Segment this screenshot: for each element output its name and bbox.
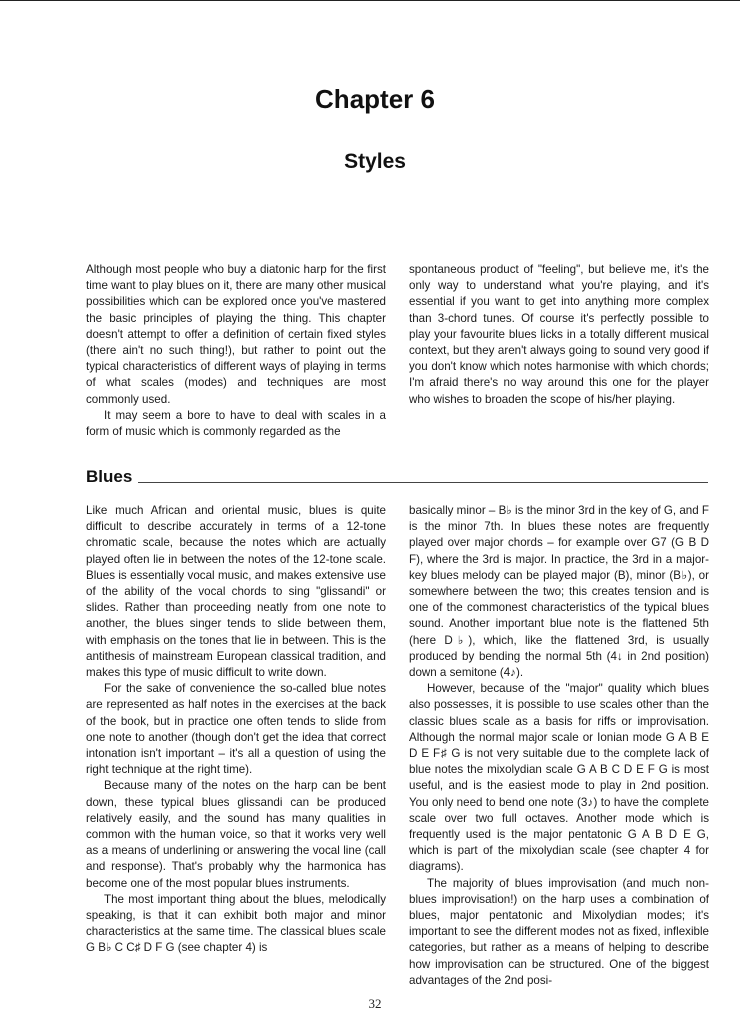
heading-rule [138, 482, 708, 483]
blues-paragraph: For the sake of convenience the so-called blue notes are represented as half notes in the exercises at the back of the book, but in practice one often tends to slide from one note to another (though don't get the idea that correct intonation isn't important – it's all a question of using the right technique at the right time). [86, 682, 386, 777]
blues-section-heading [86, 467, 708, 487]
blues-left-column [86, 503, 386, 957]
chapter-title: Chapter 6 [315, 84, 435, 114]
blues-paragraph: Like much African and oriental music, blues is quite difficult to describe accurately in terms of a 12-tone chromatic scale, because the notes which are actually played often lie in between the notes of the 12-tone scale. Blues is essentially vocal music, and makes extensive use of the ability of the vocal chords to sing "glissandi" or slides. Rather than proceeding neatly from one note to another, the blues singer tends to slide between them, with emphasis on the tones that lie in between. This is the antithesis of mainstream European classical tradition, and makes this type of music difficult to write down. [86, 504, 386, 680]
blues-right-column [409, 503, 709, 989]
intro-left-column [86, 262, 386, 440]
blues-paragraph: The most important thing about the blues, melodically speaking, is that it can exhibit both major and minor characteristics at the same time. The classical blues scale G B♭ C C♯ D F G (see chapter 4) is [86, 892, 386, 955]
blues-paragraph: basically minor – B♭ is the minor 3rd in the key of G, and F is the minor 7th. In blues these notes are frequently played over major chords – for example over G7 (G B D F), where the 3rd is major. In practice, the 3rd in a major-key blues melody can be played major (B), minor (B♭), or somewhere between the two; this creates tension and is one of the commonest characteristics of the typical blues sound. Another important blue note is the flattened 5th (here D♭), which, like the flattened 3rd, is usually produced by bending the normal 5th (4↓ in 2nd position) down a semitone (4♪). [409, 504, 709, 680]
intro-paragraph: It may seem a bore to have to deal with scales in a form of music which is commonly regarded as the [86, 408, 386, 439]
section-title: Styles [344, 150, 406, 173]
blues-paragraph: However, because of the "major" quality which blues also possesses, it is possible to use scales other than the classic blues scale as a basis for riffs or improvisation. Although the normal major scale or Ionian mode G A B E D E F♯ G is not very suitable due to the complete lack of blue notes the mixolydian scale G A B C D E F G is most useful, and is the easiest mode to play in 2nd position. You only need to bend one note (3♪) to have the complete scale over two full octaves. Another mode which is frequently used is the major pentatonic G A B D E G, which is part of the mixolydian scale (see chapter 4 for diagrams). [409, 682, 709, 874]
blues-paragraph: The majority of blues improvisation (and much non-blues improvisation!) on the harp uses a combination of blues, major pentatonic and Mixolydian modes; it's important to see the different modes not as fixed, inflexible categories, but rather as a means of helping to describe how improvisation can be structured. One of the biggest advantages of the 2nd posi- [409, 876, 709, 987]
top-rule [0, 0, 740, 1]
intro-paragraph: Although most people who buy a diatonic harp for the first time want to play blues on it, there are many other musical possibilities which can be explored once you've mastered the basic principles of playing the thing. This chapter doesn't attempt to offer a definition of certain fixed styles (there ain't no such thing!), but rather to point out the typical characteristics of different ways of playing in terms of what scales (modes) and techniques are most commonly used. [86, 263, 386, 406]
blues-paragraph: Because many of the notes on the harp can be bent down, these typical blues glissandi can be produced relatively easily, and the sound has many qualities in common with the human voice, so that it works very well as a means of underlining or answering the vocal line (call and response). That's probably why the harmonica has become one of the most popular blues instruments. [86, 779, 386, 890]
intro-right-column [409, 262, 709, 408]
intro-paragraph: spontaneous product of "feeling", but believe me, it's the only way to understand what you're playing, and it's essential if you want to get into anything more complex than 3-chord tunes. Of course it's perfectly possible to play your favourite blues licks in a totally different musical context, but they aren't always going to sound very good if you don't know which notes harmonise with which chords; I'm afraid there's no way around this one for the player who wishes to broaden the scope of his/her playing. [409, 263, 709, 406]
page-number: 32 [368, 996, 382, 1011]
blues-heading-text: Blues [86, 467, 133, 486]
